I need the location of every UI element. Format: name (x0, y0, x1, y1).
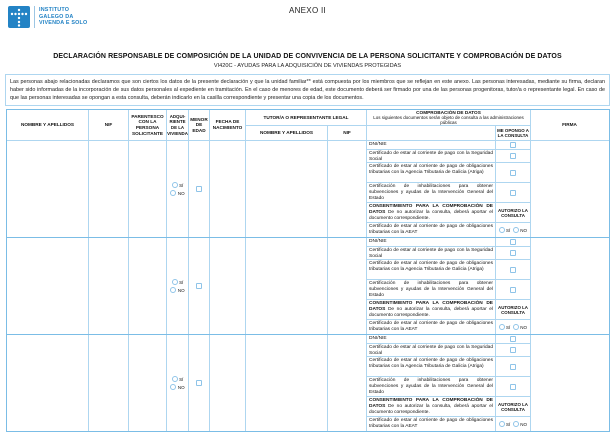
col-header-comprobacion (367, 110, 531, 126)
adquiriente-si-radio[interactable] (172, 376, 178, 382)
menor-edad-field (189, 141, 210, 237)
aeat-no-radio[interactable] (513, 421, 519, 427)
aeat-autorizo-cell (496, 417, 531, 431)
nombre-apellidos-field[interactable] (7, 141, 89, 237)
consentimiento-text: De no autorizar la consulta, deberá aportar el documento correspondiente. (369, 306, 493, 319)
autorizo-consulta-label: AUTORIZO LA CONSULTA (496, 203, 531, 223)
tutor-nombre-field[interactable] (246, 141, 328, 237)
col-header-nif: NIF (89, 110, 129, 140)
col-header-tutor: TUTOR/A O REPRESENTANTE LEGAL (246, 110, 367, 126)
form-title: DECLARACIÓN RESPONSABLE DE COMPOSICIÓN DE LA UNIDAD DE CONVIVENCIA DE LA PERSONA SOLICITANTE Y COMPROBACIÓN DE DATOS (53, 53, 562, 60)
adquiriente-no-label: NO (177, 384, 185, 390)
parentesco-field[interactable] (129, 141, 167, 237)
parentesco-field[interactable] (129, 335, 167, 431)
aeat-no-label: NO (520, 324, 527, 330)
aeat-si-radio[interactable] (499, 227, 505, 233)
tutor-nombre-field[interactable] (246, 238, 328, 334)
menor-edad-field (189, 238, 210, 334)
ss-opongo-checkbox[interactable] (510, 347, 516, 353)
aeat-no-radio[interactable] (513, 227, 519, 233)
nif-field[interactable] (89, 141, 129, 237)
aeat-si-label: SÍ (505, 227, 511, 233)
consentimiento-text: De no autorizar la consulta, deberá aportar el documento correspondiente. (369, 403, 493, 416)
adquiriente-si-label: SÍ (179, 182, 184, 188)
doc-aeat-label: Certificado de estar al corriente de pago de obligaciones tributarias con la AEAT (367, 417, 496, 431)
dni-opongo-cell (496, 238, 531, 247)
adquiriente-no-label: NO (177, 190, 185, 196)
fecha-nacimiento-field[interactable] (210, 335, 246, 431)
autorizo-consulta-label: AUTORIZO LA CONSULTA (496, 397, 531, 417)
col-header-tutor-nombre: NOMBRE Y APELLIDOS (246, 126, 328, 140)
menor-edad-checkbox[interactable] (196, 186, 202, 192)
anexo-label: ANEXO II (288, 6, 327, 15)
doc-aeat-label: Certificado de estar al corriente de pago de obligaciones tributarias con la AEAT (367, 223, 496, 237)
consentimiento-title: CONSENTIMIENTO PARA LA COMPROBACIÓN DE DATOS (369, 203, 493, 215)
menor-edad-checkbox[interactable] (196, 283, 202, 289)
logo-line: INSTITUTO (39, 7, 70, 14)
member-row (7, 238, 609, 335)
adquiriente-field (167, 335, 189, 431)
doc-seguridad-social-label: Certificado de estar al corriente de pago con la Seguridad Social (367, 247, 496, 260)
tutor-nif-field[interactable] (328, 238, 367, 334)
ss-opongo-checkbox[interactable] (510, 153, 516, 159)
atriga-opongo-cell (496, 357, 531, 377)
parentesco-field[interactable] (129, 238, 167, 334)
adquiriente-si-label: SÍ (179, 279, 184, 285)
consentimiento-label (367, 203, 496, 223)
doc-atriga-label: Certificado de estar al corriente de pago de obligaciones tributarias con la Agencia Tributaria de Galicia (Atriga) (367, 260, 496, 280)
inhab-opongo-checkbox[interactable] (510, 190, 516, 196)
adquiriente-si-radio[interactable] (172, 182, 178, 188)
doc-inhabilitaciones-label: Certificación de inhabilitaciones para obtener subvenciones y ayudas de la Intervención General del Estado (367, 377, 496, 397)
aeat-autorizo-cell (496, 320, 531, 334)
nombre-apellidos-field[interactable] (7, 238, 89, 334)
atriga-opongo-checkbox[interactable] (510, 364, 516, 370)
inhab-opongo-checkbox[interactable] (510, 287, 516, 293)
dni-opongo-checkbox[interactable] (510, 239, 516, 245)
adquiriente-no-radio[interactable] (170, 384, 176, 390)
comprobacion-subtitle: Los siguientes documentos serán objeto de consulta a las administraciones públicas (373, 115, 524, 126)
doc-dni-label: DNI/NIE (367, 141, 496, 150)
tutor-nif-field[interactable] (328, 335, 367, 431)
aeat-no-label: NO (520, 227, 527, 233)
doc-dni-label: DNI/NIE (367, 238, 496, 247)
atriga-opongo-cell (496, 163, 531, 183)
comprobacion-title: COMPROBACIÓN DE DATOS (416, 110, 481, 115)
atriga-opongo-checkbox[interactable] (510, 170, 516, 176)
logo-line: VIVENDA E SOLO (39, 20, 88, 27)
dni-opongo-cell (496, 335, 531, 344)
menor-edad-checkbox[interactable] (196, 380, 202, 386)
comprobacion-spacer-cell (367, 126, 496, 140)
firma-field[interactable] (531, 335, 608, 431)
consentimiento-title: CONSENTIMIENTO PARA LA COMPROBACIÓN DE DATOS (369, 397, 493, 409)
table-body (7, 141, 609, 431)
doc-seguridad-social-label: Certificado de estar al corriente de pago con la Seguridad Social (367, 344, 496, 357)
inhab-opongo-checkbox[interactable] (510, 384, 516, 390)
aeat-si-radio[interactable] (499, 324, 505, 330)
atriga-opongo-cell (496, 260, 531, 280)
col-header-firma: FIRMA (562, 122, 577, 128)
adquiriente-si-radio[interactable] (172, 279, 178, 285)
col-header-me-opongo: ME OPONGO A LA CONSULTA (496, 126, 531, 140)
ss-opongo-cell (496, 344, 531, 357)
col-header-adquiriente: ADQUI-RIENTE DE LA VIVIENDA (167, 110, 189, 140)
adquiriente-field (167, 238, 189, 334)
col-header-parentesco: PARENTESCO CON LA PERSONA SOLICITANTE (129, 110, 167, 140)
aeat-si-radio[interactable] (499, 421, 505, 427)
adquiriente-no-radio[interactable] (170, 287, 176, 293)
inhab-opongo-cell (496, 183, 531, 203)
doc-dni-label: DNI/NIE (367, 335, 496, 344)
page-header (0, 0, 615, 34)
aeat-si-label: SÍ (505, 421, 511, 427)
table-header (7, 110, 609, 141)
adquiriente-no-radio[interactable] (170, 190, 176, 196)
firma-field[interactable] (531, 141, 608, 237)
menor-edad-field (189, 335, 210, 431)
aeat-autorizo-cell (496, 223, 531, 237)
ss-opongo-checkbox[interactable] (510, 250, 516, 256)
consentimiento-label (367, 397, 496, 417)
tutor-nif-field[interactable] (328, 141, 367, 237)
aeat-si-label: SÍ (505, 324, 511, 330)
member-row (7, 141, 609, 238)
atriga-opongo-checkbox[interactable] (510, 267, 516, 273)
col-header-nombre: NOMBRE Y APELLIDOS (7, 110, 89, 140)
doc-aeat-label: Certificado de estar al corriente de pago de obligaciones tributarias con la AEAT (367, 320, 496, 334)
doc-atriga-label: Certificado de estar al corriente de pago de obligaciones tributarias con la Agencia Tributaria de Galicia (Atriga) (367, 357, 496, 377)
dni-opongo-cell (496, 141, 531, 150)
doc-atriga-label: Certificado de estar al corriente de pago de obligaciones tributarias con la Agencia Tributaria de Galicia (Atriga) (367, 163, 496, 183)
nif-field[interactable] (89, 335, 129, 431)
inhab-opongo-cell (496, 280, 531, 300)
members-table (6, 109, 610, 432)
doc-inhabilitaciones-label: Certificación de inhabilitaciones para obtener subvenciones y ayudas de la Intervención General del Estado (367, 183, 496, 203)
adquiriente-no-label: NO (177, 287, 185, 293)
nombre-apellidos-field[interactable] (7, 335, 89, 431)
col-header-tutor-nif: NIF (328, 126, 367, 140)
aeat-no-radio[interactable] (513, 324, 519, 330)
logo-line: GALEGO DA (39, 13, 74, 20)
consentimiento-label (367, 300, 496, 320)
inhab-opongo-cell (496, 377, 531, 397)
autorizo-consulta-label: AUTORIZO LA CONSULTA (496, 300, 531, 320)
col-header-fecha-nacimiento: FECHA DE NACIMIENTO (210, 110, 246, 140)
ss-opongo-cell (496, 247, 531, 260)
intro-paragraph: Las personas abajo relacionadas declaramos que son ciertos los datos de la presente declaración y que la unidad familiar** está compuesta por los miembros que se reflejan en este anexo. Las personas interesadas, mediante su firma, declaran haber sido informadas de la incorporación de sus datos personales al expediente en tramitación. En el caso de menores de edad, este documento deberá ser firmado por una de las personas progenitoras, tutor/a o representante legal. En caso de que las personas interesadas se opongan a esta consulta, deberán indicarlo en la casilla correspondiente y presentar una copia de los documentos. (5, 74, 610, 106)
fecha-nacimiento-field[interactable] (210, 141, 246, 237)
adquiriente-si-label: SÍ (179, 376, 184, 382)
dni-opongo-checkbox[interactable] (510, 142, 516, 148)
dni-opongo-checkbox[interactable] (510, 336, 516, 342)
consentimiento-title: CONSENTIMIENTO PARA LA COMPROBACIÓN DE DATOS (369, 300, 493, 312)
firma-field[interactable] (531, 238, 608, 334)
form-subtitle: VI420C - AYUDAS PARA LA ADQUISICIÓN DE VIVIENDAS PROTEGIDAS (213, 63, 402, 69)
consentimiento-text: De no autorizar la consulta, deberá aportar el documento correspondiente. (369, 209, 493, 222)
aeat-no-label: NO (520, 421, 527, 427)
fecha-nacimiento-field[interactable] (210, 238, 246, 334)
ss-opongo-cell (496, 150, 531, 163)
adquiriente-field (167, 141, 189, 237)
tutor-nombre-field[interactable] (246, 335, 328, 431)
col-header-menor: MENOR DE EDAD (189, 110, 210, 140)
doc-seguridad-social-label: Certificado de estar al corriente de pago con la Seguridad Social (367, 150, 496, 163)
doc-inhabilitaciones-label: Certificación de inhabilitaciones para obtener subvenciones y ayudas de la Intervención General del Estado (367, 280, 496, 300)
member-row (7, 335, 609, 431)
nif-field[interactable] (89, 238, 129, 334)
